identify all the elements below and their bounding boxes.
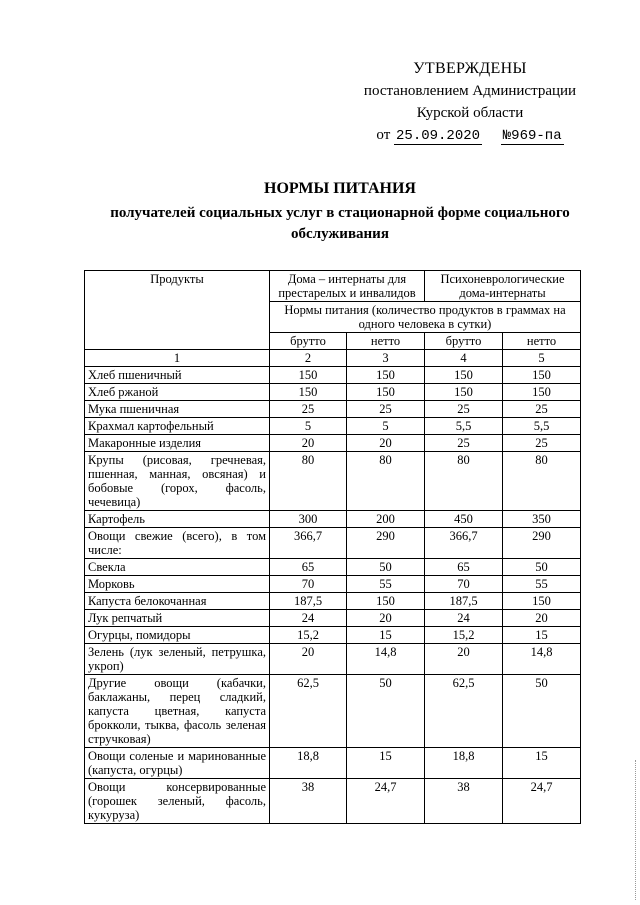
norm-value-cell: 15 [347, 748, 425, 779]
header-brutto: брутто [270, 333, 347, 350]
norm-value-cell: 20 [347, 610, 425, 627]
norm-value-cell: 187,5 [270, 593, 347, 610]
table-row [85, 384, 581, 401]
norm-value-cell: 15 [503, 627, 581, 644]
table-row [85, 675, 581, 748]
scan-edge-marks [633, 760, 636, 900]
product-name-cell: Овощи свежие (всего), в том числе: [85, 528, 270, 559]
product-name-cell: Хлеб ржаной [85, 384, 270, 401]
norm-value-cell: 200 [347, 511, 425, 528]
column-number: 5 [503, 350, 581, 367]
norm-value-cell: 18,8 [425, 748, 503, 779]
table-row [85, 401, 581, 418]
norm-value-cell: 65 [270, 559, 347, 576]
norm-value-cell: 5,5 [503, 418, 581, 435]
table-body [85, 367, 581, 824]
column-number: 2 [270, 350, 347, 367]
norm-value-cell: 150 [425, 367, 503, 384]
norm-value-cell: 150 [270, 367, 347, 384]
product-name-cell: Макаронные изделия [85, 435, 270, 452]
norm-value-cell: 50 [503, 559, 581, 576]
approval-from-label: от [376, 127, 391, 143]
norm-value-cell: 20 [425, 644, 503, 675]
product-name-cell: Зелень (лук зеленый, петрушка, укроп) [85, 644, 270, 675]
nutrition-norms-table [84, 270, 581, 824]
norm-value-cell: 150 [503, 593, 581, 610]
table-row [85, 593, 581, 610]
approval-block [360, 58, 580, 147]
header-products: Продукты [85, 271, 270, 350]
norm-value-cell: 15 [503, 748, 581, 779]
norm-value-cell: 25 [270, 401, 347, 418]
norm-value-cell: 24,7 [347, 779, 425, 824]
norm-value-cell: 25 [425, 435, 503, 452]
norm-value-cell: 70 [425, 576, 503, 593]
product-name-cell: Огурцы, помидоры [85, 627, 270, 644]
norm-value-cell: 25 [425, 401, 503, 418]
norm-value-cell: 18,8 [270, 748, 347, 779]
approval-line-1: постановлением Администрации [363, 83, 577, 99]
norm-value-cell: 38 [270, 779, 347, 824]
table-row [85, 779, 581, 824]
page-title: НОРМЫ ПИТАНИЯ [264, 180, 416, 197]
table-row [85, 435, 581, 452]
norm-value-cell: 350 [503, 511, 581, 528]
table-row [85, 528, 581, 559]
norm-value-cell: 150 [425, 384, 503, 401]
approval-title: УТВЕРЖДЕНЫ [413, 60, 527, 77]
header-brutto: брутто [425, 333, 503, 350]
norm-value-cell: 62,5 [425, 675, 503, 748]
approval-date-line [360, 124, 580, 147]
product-name-cell: Картофель [85, 511, 270, 528]
column-number: 3 [347, 350, 425, 367]
column-number: 4 [425, 350, 503, 367]
norm-value-cell: 80 [503, 452, 581, 511]
norm-value-cell: 150 [347, 384, 425, 401]
norm-value-cell: 366,7 [270, 528, 347, 559]
norm-value-cell: 25 [503, 401, 581, 418]
table-row [85, 644, 581, 675]
norm-value-cell: 80 [270, 452, 347, 511]
norm-value-cell: 290 [347, 528, 425, 559]
norm-value-cell: 150 [347, 593, 425, 610]
norm-value-cell: 62,5 [270, 675, 347, 748]
norm-value-cell: 14,8 [503, 644, 581, 675]
norm-value-cell: 150 [503, 367, 581, 384]
norm-value-cell: 80 [425, 452, 503, 511]
column-number: 1 [85, 350, 270, 367]
norm-value-cell: 24 [270, 610, 347, 627]
norm-value-cell: 24,7 [503, 779, 581, 824]
norm-value-cell: 24 [425, 610, 503, 627]
product-name-cell: Овощи консервированные (горошек зеленый, фасоль, кукуруза) [85, 779, 270, 824]
norm-value-cell: 14,8 [347, 644, 425, 675]
norm-value-cell: 150 [503, 384, 581, 401]
table-row [85, 576, 581, 593]
norm-value-cell: 5 [347, 418, 425, 435]
product-name-cell: Мука пшеничная [85, 401, 270, 418]
norm-value-cell: 70 [270, 576, 347, 593]
norm-value-cell: 50 [347, 675, 425, 748]
norm-value-cell: 187,5 [425, 593, 503, 610]
approval-date: 25.09.2020 [396, 128, 481, 144]
norm-value-cell: 65 [425, 559, 503, 576]
product-name-cell: Свекла [85, 559, 270, 576]
header-norms: Нормы питания (количество продуктов в граммах на одного человека в сутки) [270, 302, 581, 333]
product-name-cell: Крупы (рисовая, гречневая, пшенная, манная, овсяная) и бобовые (горох, фасоль, чечевица) [85, 452, 270, 511]
norm-value-cell: 366,7 [425, 528, 503, 559]
table-row [85, 452, 581, 511]
product-name-cell: Овощи соленые и маринованные (капуста, огурцы) [85, 748, 270, 779]
norm-value-cell: 150 [270, 384, 347, 401]
norm-value-cell: 25 [503, 435, 581, 452]
table-row [85, 367, 581, 384]
header-netto: нетто [347, 333, 425, 350]
norm-value-cell: 55 [347, 576, 425, 593]
norm-value-cell: 80 [347, 452, 425, 511]
norm-value-cell: 20 [503, 610, 581, 627]
norm-value-cell: 20 [347, 435, 425, 452]
header-group-elderly: Дома – интернаты для престарелых и инвалидов [270, 271, 425, 302]
page-subtitle: получателей социальных услуг в стационарной форме социального обслуживания [110, 205, 570, 242]
product-name-cell: Капуста белокочанная [85, 593, 270, 610]
table-row [85, 559, 581, 576]
table-row [85, 748, 581, 779]
product-name-cell: Крахмал картофельный [85, 418, 270, 435]
norm-value-cell: 5 [270, 418, 347, 435]
norm-value-cell: 20 [270, 644, 347, 675]
header-netto: нетто [503, 333, 581, 350]
norm-value-cell: 300 [270, 511, 347, 528]
norm-value-cell: 50 [347, 559, 425, 576]
norm-value-cell: 450 [425, 511, 503, 528]
product-name-cell: Другие овощи (кабачки, баклажаны, перец сладкий, капуста цветная, капуста брокколи, тыква, фасоль зеленая стручковая) [85, 675, 270, 748]
norm-value-cell: 5,5 [425, 418, 503, 435]
table-row [85, 418, 581, 435]
norm-value-cell: 15,2 [425, 627, 503, 644]
header-group-psycho: Психоневрологические дома-интернаты [425, 271, 581, 302]
table-row [85, 627, 581, 644]
approval-line-2: Курской области [416, 105, 524, 121]
product-name-cell: Лук репчатый [85, 610, 270, 627]
norm-value-cell: 150 [347, 367, 425, 384]
norm-value-cell: 15,2 [270, 627, 347, 644]
norm-value-cell: 290 [503, 528, 581, 559]
table-row [85, 511, 581, 528]
product-name-cell: Хлеб пшеничный [85, 367, 270, 384]
approval-number: №969-па [502, 128, 562, 144]
norm-value-cell: 20 [270, 435, 347, 452]
norm-value-cell: 25 [347, 401, 425, 418]
norm-value-cell: 38 [425, 779, 503, 824]
norm-value-cell: 50 [503, 675, 581, 748]
table-row [85, 610, 581, 627]
norm-value-cell: 15 [347, 627, 425, 644]
product-name-cell: Морковь [85, 576, 270, 593]
norm-value-cell: 55 [503, 576, 581, 593]
